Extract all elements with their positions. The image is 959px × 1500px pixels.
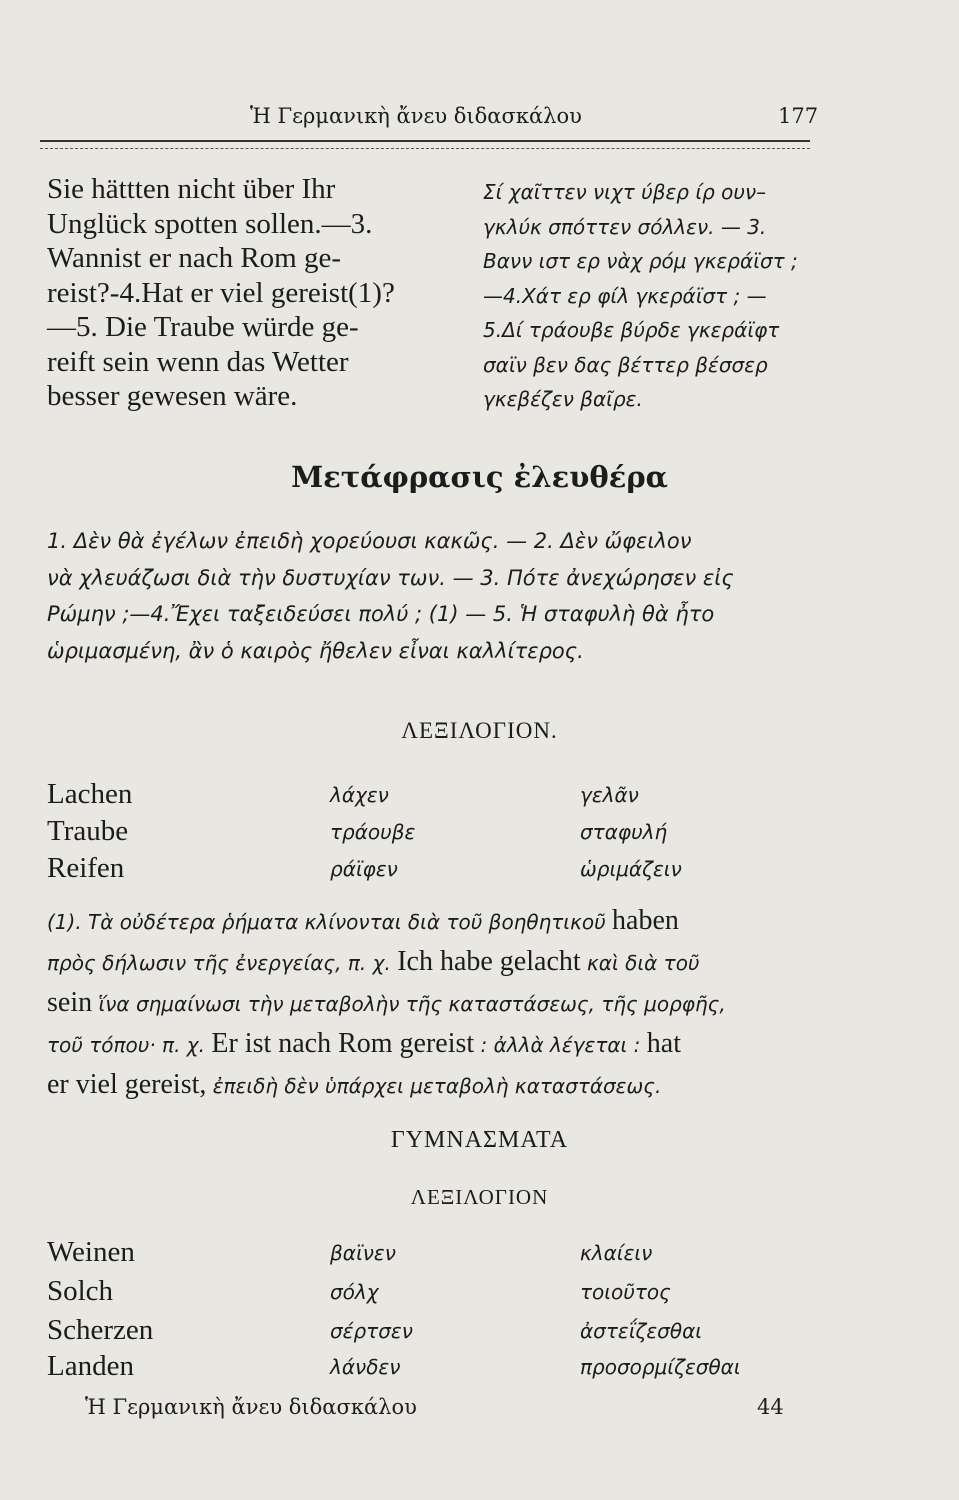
footnote-line [47, 983, 837, 1024]
pronunciation-line: γκεβέζεν βαῖρε. [483, 387, 643, 411]
footer-title: Ἡ Γερμανικὴ ἄνευ διδασκάλου [85, 1395, 417, 1419]
german-line: reift sein wenn das Wetter [47, 345, 349, 378]
free-translation-text [47, 523, 827, 669]
vocab-pronunciation: λάχεν [330, 783, 389, 807]
pronunciation-line: Σί χαῖττεν νιχτ ύβερ ίρ ουν– [483, 180, 767, 204]
vocabulary-row [0, 1350, 959, 1386]
vocab-pronunciation: βαϊνεν [330, 1241, 396, 1265]
translation-line: 1. Δὲν θὰ ἐγέλων ἐπειδὴ χορεύουσι κακῶς. — 2. Δὲν ὤφειλον [47, 529, 692, 553]
footnote-greek-run: ἐπειδὴ δὲν ὑπάρχει μεταβολὴ καταστάσεως. [206, 1074, 662, 1098]
vocab-german: Landen [47, 1350, 134, 1382]
translation-line: νὰ χλευάζωσι διὰ τὴν δυστυχίαν των. — 3. Πότε ἀνεχώρησεν εἰς [47, 565, 734, 590]
german-text-column [47, 172, 437, 414]
vocab-greek: προσορμίζεσθαι [580, 1355, 741, 1379]
vocabulary-heading: ΛΕΞΙΛΟΓΙΟΝ. [401, 718, 558, 743]
german-line: besser gewesen wäre. [47, 380, 298, 412]
vocab-german: Lachen [47, 778, 133, 810]
vocab-greek: ὡριμάζειν [580, 857, 682, 881]
footnote-greek-run: ἵνα σημαίνωσι τὴν μεταβολὴν τῆς καταστάσεως, τῆς μορφῆς, [92, 992, 726, 1016]
footnote [47, 901, 837, 1106]
footnote-line [47, 942, 837, 983]
footnote-greek-run: (1). Τὰ οὐδέτερα ῥήματα κλίνονται διὰ τοῦ βοηθητικοῦ [47, 910, 613, 934]
footnote-german-run: sein [47, 987, 93, 1018]
pronunciation-line: Βανν ιστ ερ νὰχ ρόμ γκεράϊστ ; [483, 249, 798, 273]
footnote-german-run: er viel gereist, [47, 1069, 207, 1100]
vocab-pronunciation: σόλχ [330, 1280, 379, 1304]
page-number: 177 [778, 104, 819, 128]
vocab-greek: σταφυλή [580, 820, 668, 844]
vocabulary-row [0, 815, 959, 851]
vocab-pronunciation: ράϊφεν [330, 857, 398, 881]
pronunciation-line: 5.Δί τράουβε βύρδε γκεράϊφτ [483, 318, 780, 342]
german-line: Sie hättten nicht über Ihr [47, 173, 336, 205]
translation-line: ὡριμασμένη, ἂν ὁ καιρὸς ἤθελεν εἶναι καλλίτερος. [47, 638, 584, 663]
pronunciation-line: γκλύκ σπόττεν σόλλεν. — 3. [483, 214, 767, 239]
running-footer [0, 1395, 959, 1425]
vocabulary-row [0, 852, 959, 888]
footnote-line [47, 1065, 837, 1106]
free-translation-heading: Μετάφρασις ἐλευθέρα [291, 460, 668, 494]
vocab-greek: ἀστεΐζεσθαι [580, 1319, 703, 1343]
vocab-greek: τοιοῦτος [580, 1280, 671, 1304]
signature-mark: 44 [757, 1395, 784, 1419]
footnote-greek-run: τοῦ τόπου· π. χ. [47, 1033, 212, 1057]
footnote-line [47, 901, 837, 942]
vocabulary-row [0, 1236, 959, 1272]
vocab-greek: γελᾶν [580, 783, 639, 807]
vocabulary-row [0, 1275, 959, 1311]
footnote-german-run: haben [612, 905, 679, 936]
exercises-heading: ΓΥΜΝΑΣΜΑΤΑ [390, 1127, 569, 1153]
vocab-pronunciation: λάνδεν [330, 1355, 401, 1379]
vocab-german: Reifen [47, 852, 125, 884]
vocabulary-heading-2: ΛΕΞΙΛΟΓΙΟΝ [410, 1185, 549, 1209]
vocabulary-row [0, 778, 959, 814]
vocabulary-row [0, 1314, 959, 1350]
german-line: —5. Die Traube würde ge- [47, 311, 359, 343]
vocab-greek: κλαίειν [580, 1241, 653, 1265]
translation-line: Ρώμην ;—4.Ἔχει ταξειδεύσει πολύ ; (1) — 5. Ἡ σταφυλὴ θὰ ἦτο [47, 602, 715, 626]
running-header [0, 104, 959, 134]
footnote-line [47, 1024, 837, 1065]
pronunciation-column [483, 175, 843, 417]
vocab-pronunciation: τράουβε [330, 820, 416, 844]
pronunciation-line: σαϊν βεν δας βέττερ βέσσερ [483, 352, 768, 377]
german-line: Unglück spotten sollen.—3. [47, 207, 373, 240]
footnote-german-run: Ich habe gelacht [397, 946, 581, 977]
german-line: Wannist er nach Rom ge- [47, 242, 342, 274]
footnote-german-run: Er ist nach Rom gereist [211, 1028, 475, 1059]
footnote-greek-run: : ἀλλὰ λέγεται : [474, 1033, 647, 1057]
footnote-german-run: hat [646, 1028, 681, 1059]
footnote-greek-run: καὶ διὰ τοῦ [580, 951, 700, 975]
header-rule [40, 140, 810, 149]
german-line: reist?-4.Hat er viel gereist(1)? [47, 276, 395, 309]
vocab-german: Weinen [47, 1236, 135, 1268]
pronunciation-line: —4.Χάτ ερ φίλ γκεράϊστ ; — [483, 283, 767, 308]
vocab-pronunciation: σέρτσεν [330, 1319, 413, 1343]
vocab-german: Traube [47, 815, 129, 847]
vocab-german: Solch [47, 1275, 114, 1307]
vocab-german: Scherzen [47, 1314, 154, 1346]
footnote-greek-run: πρὸς δήλωσιν τῆς ἐνεργείας, π. χ. [47, 951, 398, 975]
header-title: Ἡ Γερμανικὴ ἄνευ διδασκάλου [250, 104, 582, 128]
